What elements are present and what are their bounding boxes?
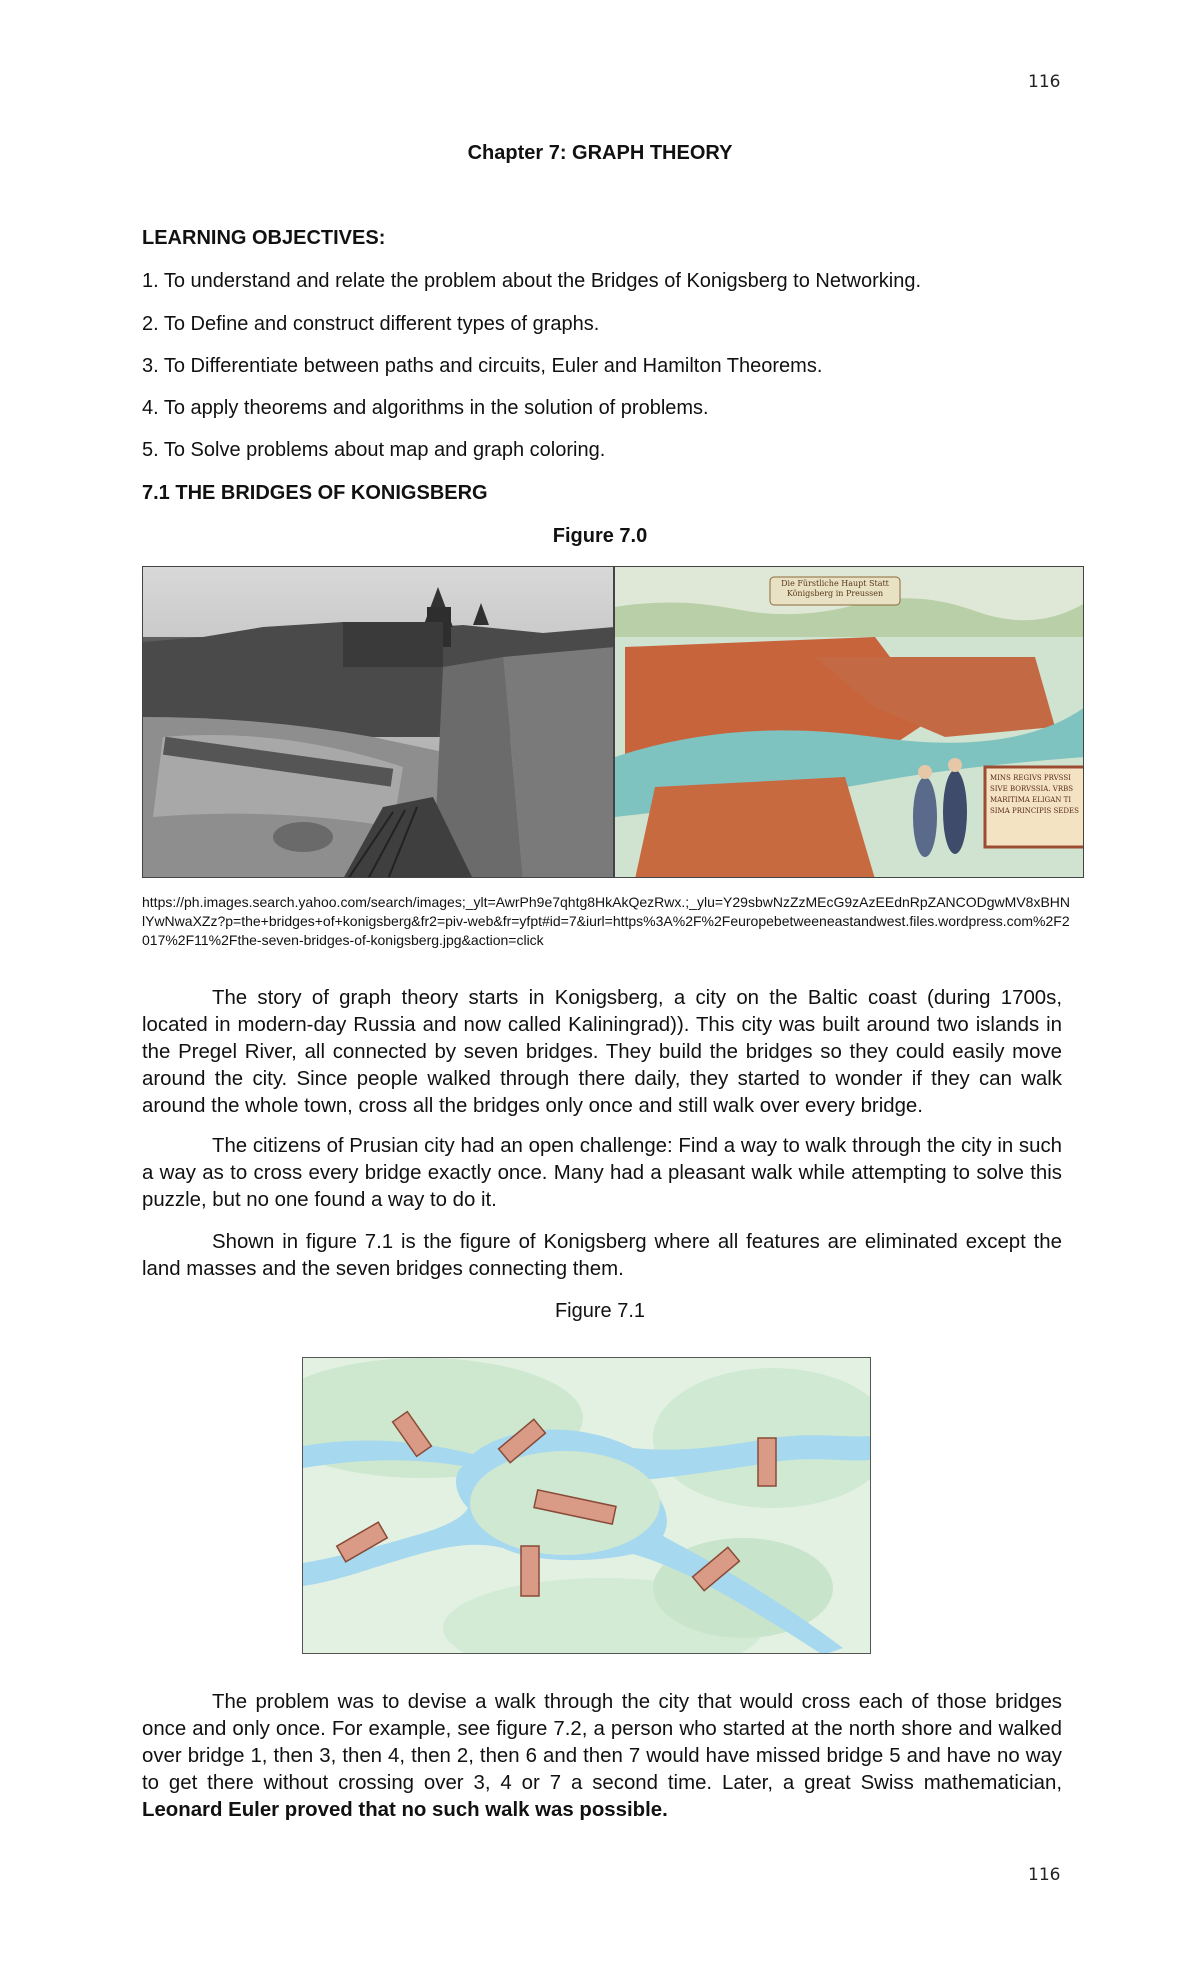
figure-7-1-label: Figure 7.1 bbox=[554, 1300, 646, 1322]
page-number-bottom: 116 bbox=[1028, 1865, 1061, 1885]
paragraph-3-text: Shown in figure 7.1 is the figure of Konigsberg where all features are eliminated except the land masses and the seven bridges connecting them. bbox=[142, 1231, 1062, 1280]
map-caption-line: MARITIMA ELIGAN TI bbox=[990, 796, 1072, 804]
konigsberg-historic-map bbox=[614, 566, 1084, 878]
map-title: Die Fürstliche Haupt Statt Königsberg in Preussen bbox=[781, 579, 889, 598]
paragraph-2-text: The citizens of Prusian city had an open challenge: Find a way to walk through the city in such a way as to cross every bridge exactly once. Many had a pleasant walk while attempting to solve this puzzle, but no one found a way to do it. bbox=[142, 1135, 1062, 1211]
map-caption-line: SIMA PRINCIPIS SEDES bbox=[990, 807, 1079, 815]
objective-4: 4. To apply theorems and algorithms in the solution of problems. bbox=[142, 397, 709, 419]
paragraph-4 bbox=[142, 1689, 1062, 1824]
paragraph-1 bbox=[142, 985, 1062, 1120]
page-number-top: 116 bbox=[1028, 72, 1061, 92]
paragraph-3 bbox=[142, 1229, 1062, 1283]
objective-2: 2. To Define and construct different types of graphs. bbox=[142, 313, 600, 335]
paragraph-4-text: The problem was to devise a walk through the city that would cross each of those bridges once and only once. For example, see figure 7.2, a person who started at the north shore and walked over bridge 1, then 3, then 4, then 2, then 6 and then 7 would have missed bridge 5 and have no way to get there without crossing over 3, 4 or 7 a second time. Later, a great Swiss mathematician, bbox=[142, 1691, 1062, 1794]
historic-map-drawing bbox=[615, 567, 1084, 878]
konigsberg-photo-drawing bbox=[143, 567, 614, 878]
konigsberg-photo bbox=[142, 566, 614, 878]
section-heading: 7.1 THE BRIDGES OF KONIGSBERG bbox=[142, 482, 488, 504]
objective-3: 3. To Differentiate between paths and circuits, Euler and Hamilton Theorems. bbox=[142, 355, 823, 377]
map-caption-line: SIVE BORVSSIA. VRBS bbox=[990, 785, 1074, 793]
figure-7-0-label: Figure 7.0 bbox=[552, 525, 648, 547]
objective-5: 5. To Solve problems about map and graph coloring. bbox=[142, 439, 606, 461]
map-caption-line: MINS REGIVS PRVSSI bbox=[990, 774, 1071, 782]
bridges-diagram bbox=[302, 1357, 871, 1654]
paragraph-4-bold: Leonard Euler proved that no such walk was possible. bbox=[142, 1799, 668, 1821]
map-caption bbox=[990, 773, 1082, 817]
figure-7-0-source: https://ph.images.search.yahoo.com/search/images;_ylt=AwrPh9e7qhtg8HkAkQezRwx.;_ylu=Y29sbwNzZzMEcG9zAzEEdnRpZANCODgwMV8xBHNlYwNwaXZz?p=the+bridges+of+konigsberg&fr2=piv-web&fr=yfpt#id=7&iurl=https%3A%2F%2Feuropebetweeneastandwest.files.wordpress.com%2F2017%2F11%2Fthe-seven-bridges-of-konigsberg.jpg&action=click bbox=[142, 894, 1071, 948]
objective-1: 1. To understand and relate the problem about the Bridges of Konigsberg to Networking. bbox=[142, 270, 922, 292]
objectives-heading: LEARNING OBJECTIVES: bbox=[142, 227, 386, 249]
paragraph-2 bbox=[142, 1133, 1062, 1214]
chapter-title: Chapter 7: GRAPH THEORY bbox=[467, 142, 733, 164]
paragraph-1-text: The story of graph theory starts in Konigsberg, a city on the Baltic coast (during 1700s, located in modern-day Russia and now called Kaliningrad)). This city was built around two islands in the Pregel River, all connected by seven bridges. They build the bridges so they could easily move around the city. Since people walked through there daily, they started to wonder if they can walk around the whole town, cross all the bridges only once and still walk over every bridge. bbox=[142, 987, 1062, 1117]
bridges-diagram-drawing bbox=[303, 1358, 871, 1654]
